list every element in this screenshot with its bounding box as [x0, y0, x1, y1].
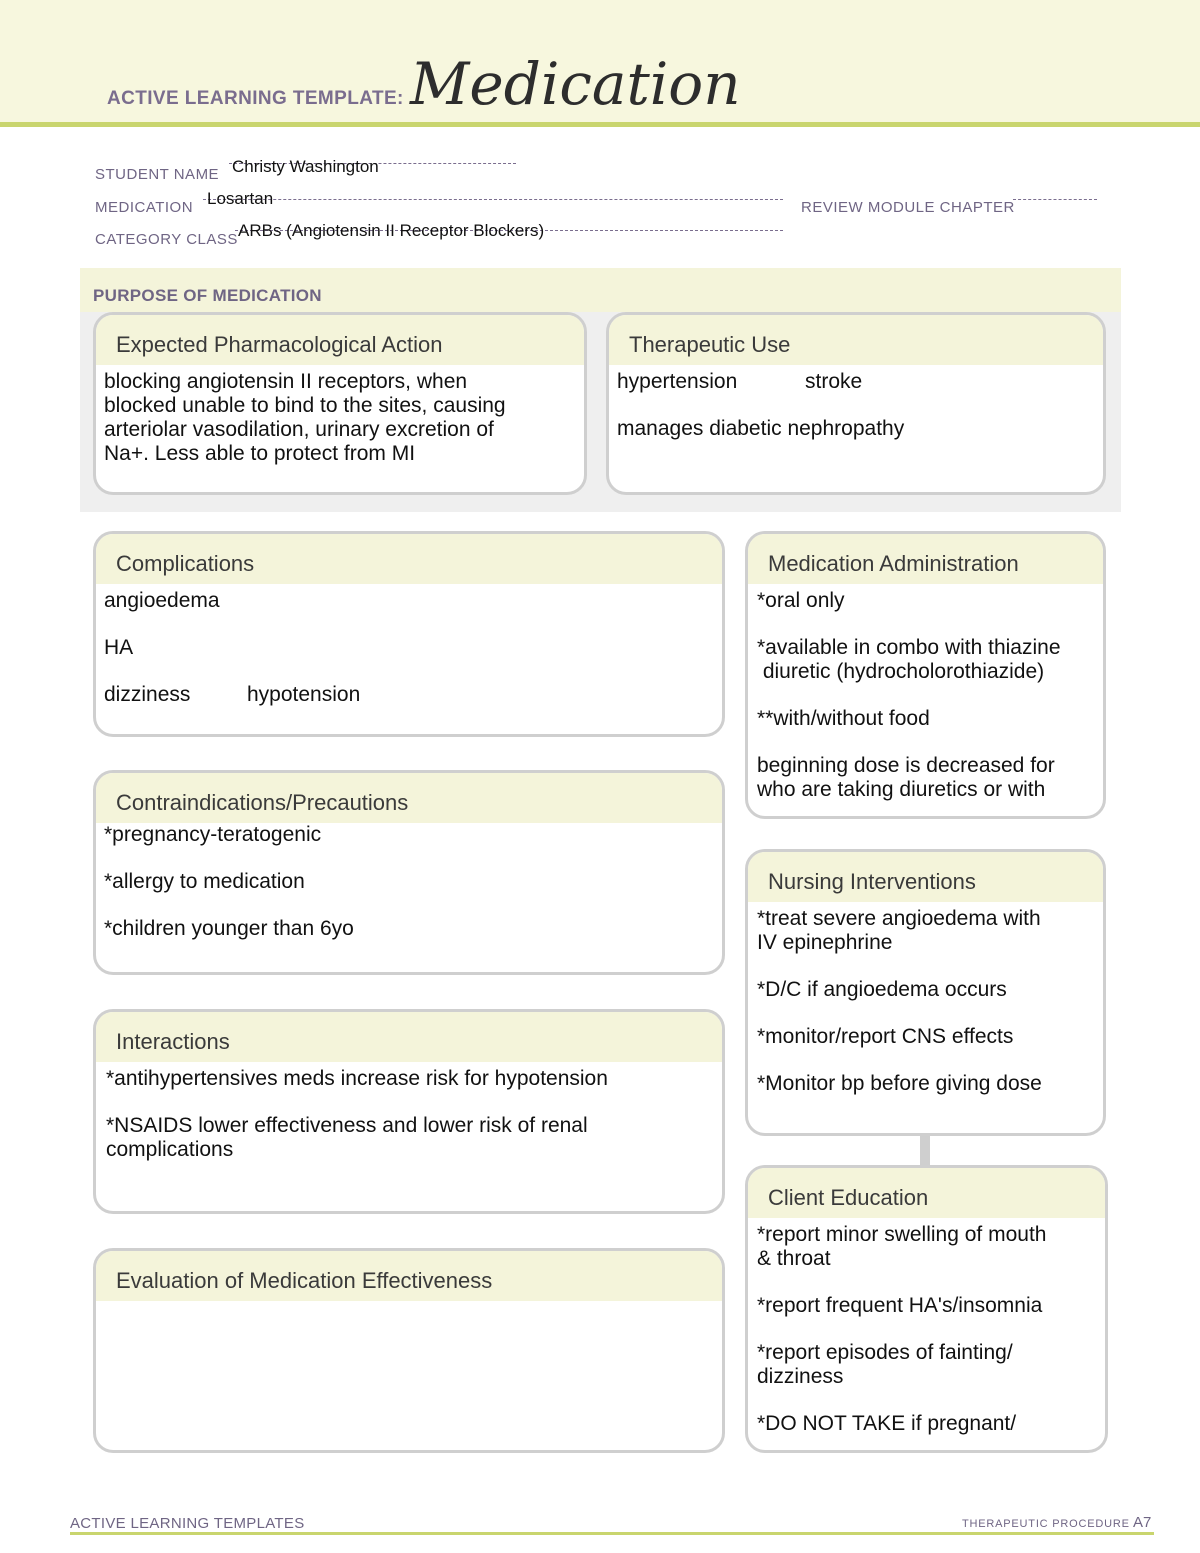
medication-label: MEDICATION: [95, 199, 194, 216]
complication-item: angioedema: [104, 589, 220, 612]
contraindication-item: *pregnancy-teratogenic: [104, 823, 322, 846]
education-card: [745, 1165, 1108, 1453]
interactions-title: Interactions: [96, 1012, 722, 1062]
header-rule: [0, 122, 1200, 127]
administration-item: beginning dose is decreased for: [757, 754, 1055, 777]
evaluation-card: [93, 1248, 725, 1453]
expected-action-line: Na+. Less able to protect from MI: [104, 442, 416, 465]
interaction-item: *NSAIDS lower effectiveness and lower risk of renal: [106, 1114, 588, 1137]
administration-item: **with/without food: [757, 707, 930, 730]
nursing-item-cont: IV epinephrine: [757, 931, 893, 954]
administration-item: *available in combo with thiazine: [757, 636, 1061, 659]
contraindication-item: *children younger than 6yo: [104, 917, 354, 940]
nursing-item: *Monitor bp before giving dose: [757, 1072, 1042, 1095]
complications-body[interactable]: [96, 584, 722, 707]
administration-item-cont: diuretic (hydrocholorothiazide): [757, 660, 1045, 683]
expected-action-card: [93, 312, 587, 495]
expected-action-line: blocking angiotensin II receptors, when: [104, 370, 468, 393]
education-body[interactable]: [748, 1218, 1105, 1436]
evaluation-body[interactable]: [96, 1301, 722, 1306]
administration-item: *oral only: [757, 589, 845, 612]
purpose-label: PURPOSE OF MEDICATION: [93, 286, 322, 305]
complication-item: HA: [104, 636, 134, 659]
interactions-body[interactable]: [96, 1062, 722, 1162]
expected-action-body[interactable]: [96, 365, 584, 466]
therapeutic-use-body[interactable]: [609, 365, 1103, 441]
education-item: *report episodes of fainting/: [757, 1341, 1013, 1364]
medication-line: [203, 199, 783, 200]
administration-card: [745, 531, 1106, 819]
nursing-title: Nursing Interventions: [748, 852, 1103, 902]
complication-item: hypotension: [247, 683, 361, 706]
administration-title: Medication Administration: [748, 534, 1103, 584]
nursing-item: *treat severe angioedema with: [757, 907, 1041, 930]
administration-body[interactable]: [748, 584, 1103, 802]
expected-action-title: Expected Pharmacological Action: [96, 315, 584, 365]
nursing-card: [745, 849, 1106, 1136]
page-title: Medication: [410, 50, 741, 118]
nursing-item: *monitor/report CNS effects: [757, 1025, 1014, 1048]
template-label: ACTIVE LEARNING TEMPLATE:: [107, 88, 404, 109]
nursing-item: *D/C if angioedema occurs: [757, 978, 1007, 1001]
contraindication-item: *allergy to medication: [104, 870, 305, 893]
contraindications-body[interactable]: [96, 823, 722, 941]
complication-row: [104, 683, 714, 707]
administration-item-cont: who are taking diuretics or with: [757, 778, 1046, 801]
expected-action-line: arteriolar vasodilation, urinary excretion of: [104, 418, 494, 441]
education-item: *DO NOT TAKE if pregnant/: [757, 1412, 1017, 1435]
education-item-cont: dizziness: [757, 1365, 844, 1388]
review-module-label: REVIEW MODULE CHAPTER: [801, 199, 1015, 216]
education-item: *report frequent HA's/insomnia: [757, 1294, 1043, 1317]
footer-right: THERAPEUTIC PROCEDURE: [962, 1518, 1130, 1530]
complications-title: Complications: [96, 534, 722, 584]
expected-action-line: blocked unable to bind to the sites, causing: [104, 394, 506, 417]
education-title: Client Education: [748, 1168, 1105, 1218]
student-name-label: STUDENT NAME: [95, 166, 220, 183]
therapeutic-use-item: manages diabetic nephropathy: [617, 417, 905, 440]
therapeutic-use-item: stroke: [805, 370, 863, 393]
contraindications-title: Contraindications/Precautions: [96, 773, 722, 823]
medication-value[interactable]: Losartan: [207, 189, 274, 208]
student-name-value[interactable]: Christy Washington: [232, 157, 379, 176]
contraindications-card: [93, 770, 725, 975]
footer-left: ACTIVE LEARNING TEMPLATES: [70, 1515, 305, 1532]
interactions-card: [93, 1009, 725, 1214]
complication-item: dizziness: [104, 683, 191, 706]
footer-rule: [70, 1532, 1154, 1535]
therapeutic-use-title: Therapeutic Use: [609, 315, 1103, 365]
education-item-cont: & throat: [757, 1247, 831, 1270]
nursing-body[interactable]: [748, 902, 1103, 1096]
category-class-label: CATEGORY CLASS: [95, 231, 238, 248]
education-item: *report minor swelling of mouth: [757, 1223, 1047, 1246]
complications-card: [93, 531, 725, 737]
therapeutic-use-item: hypertension: [617, 370, 738, 393]
therapeutic-use-row: [617, 370, 1095, 394]
evaluation-title: Evaluation of Medication Effectiveness: [96, 1251, 722, 1301]
page-number: A7: [1133, 1514, 1152, 1531]
category-class-value[interactable]: ARBs (Angiotensin II Receptor Blockers): [238, 221, 545, 240]
therapeutic-use-card: [606, 312, 1106, 495]
review-module-line: [1013, 199, 1097, 200]
interaction-item-cont: complications: [106, 1138, 234, 1161]
interaction-item: *antihypertensives meds increase risk for hypotension: [106, 1067, 608, 1090]
connector: [920, 1134, 930, 1166]
